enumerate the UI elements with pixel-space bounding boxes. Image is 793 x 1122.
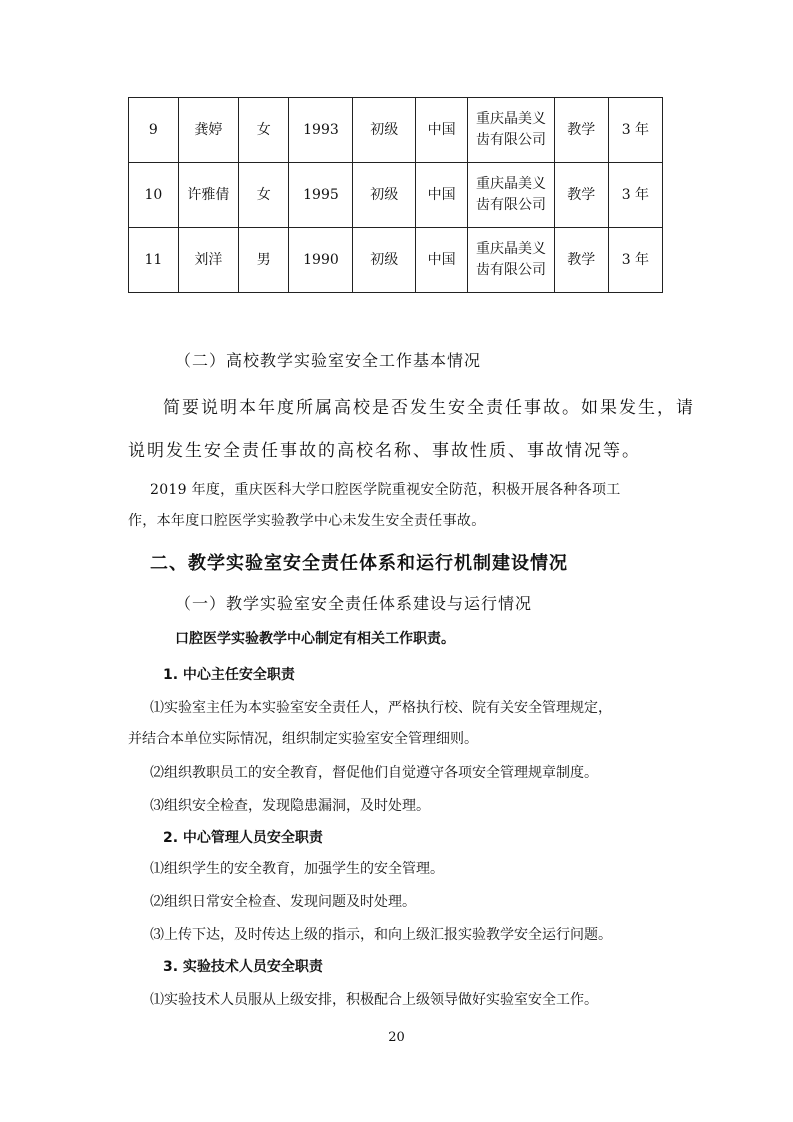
answer-line-1: 2019 年度，重庆医科大学口腔医学院重视安全防范，积极开展各种各项工 <box>150 482 621 498</box>
cell-number: 11 <box>129 228 179 293</box>
intro-line: 口腔医学实验教学中心制定有相关工作职责。 <box>175 631 455 647</box>
cell-title-level: 初级 <box>353 163 416 228</box>
cell-birth-year: 1990 <box>289 228 353 293</box>
duty-heading-3: 3. 实验技术人员安全职责 <box>163 959 323 975</box>
duty-1-item-3: ⑶组织安全检查，发现隐患漏洞，及时处理。 <box>150 798 430 814</box>
cell-nationality: 中国 <box>415 98 467 163</box>
duty-1-item-2: ⑵组织教职员工的安全教育，督促他们自觉遵守各项安全管理规章制度。 <box>150 765 598 781</box>
cell-organization: 重庆晶美义齿有限公司 <box>468 163 554 228</box>
duty-heading-2: 2. 中心管理人员安全职责 <box>163 830 323 846</box>
duty-3-item-1: ⑴实验技术人员服从上级安排，积极配合上级领导做好实验室安全工作。 <box>150 992 598 1008</box>
cell-number: 10 <box>129 163 179 228</box>
cell-title-level: 初级 <box>353 228 416 293</box>
cell-duration: 3 年 <box>608 163 662 228</box>
cell-name: 龚婷 <box>178 98 238 163</box>
duty-1-item-1-line-1: ⑴实验室主任为本实验室安全责任人，严格执行校、院有关安全管理规定， <box>150 700 612 716</box>
staff-table <box>128 97 663 293</box>
cell-job: 教学 <box>554 163 608 228</box>
prompt-line-1: 简要说明本年度所属高校是否发生安全责任事故。如果发生，请 <box>163 398 695 418</box>
cell-number: 9 <box>129 98 179 163</box>
duty-heading-1: 1. 中心主任安全职责 <box>163 667 295 683</box>
duty-2-item-1: ⑴组织学生的安全教育，加强学生的安全管理。 <box>150 861 444 877</box>
cell-birth-year: 1993 <box>289 98 353 163</box>
cell-job: 教学 <box>554 98 608 163</box>
cell-title-level: 初级 <box>353 98 416 163</box>
staff-table-body <box>129 98 663 293</box>
duty-2-item-2: ⑵组织日常安全检查、发现问题及时处理。 <box>150 894 416 910</box>
cell-job: 教学 <box>554 228 608 293</box>
cell-birth-year: 1995 <box>289 163 353 228</box>
table-row <box>129 228 663 293</box>
cell-organization: 重庆晶美义齿有限公司 <box>468 98 554 163</box>
page-number: 20 <box>388 1030 405 1045</box>
table-row <box>129 163 663 228</box>
duty-1-item-1-line-2: 并结合本单位实际情况，组织制定实验室安全管理细则。 <box>128 731 478 747</box>
cell-duration: 3 年 <box>608 228 662 293</box>
duty-2-item-3: ⑶上传下达，及时传达上级的指示，和向上级汇报实验教学安全运行问题。 <box>150 927 612 943</box>
table-row <box>129 98 663 163</box>
answer-line-2: 作，本年度口腔医学实验教学中心未发生安全责任事故。 <box>128 513 486 529</box>
section-heading-2-2: （二）高校教学实验室安全工作基本情况 <box>175 351 482 370</box>
cell-name: 刘洋 <box>178 228 238 293</box>
prompt-line-2: 说明发生安全责任事故的高校名称、事故性质、事故情况等。 <box>128 441 641 461</box>
section-heading-two: 二、教学实验室安全责任体系和运行机制建设情况 <box>150 553 568 574</box>
cell-name: 许雅倩 <box>178 163 238 228</box>
cell-sex: 女 <box>239 98 289 163</box>
cell-nationality: 中国 <box>415 228 467 293</box>
cell-sex: 女 <box>239 163 289 228</box>
cell-organization: 重庆晶美义齿有限公司 <box>468 228 554 293</box>
cell-nationality: 中国 <box>415 163 467 228</box>
cell-sex: 男 <box>239 228 289 293</box>
subsection-heading-1: （一）教学实验室安全责任体系建设与运行情况 <box>175 594 533 613</box>
cell-duration: 3 年 <box>608 98 662 163</box>
